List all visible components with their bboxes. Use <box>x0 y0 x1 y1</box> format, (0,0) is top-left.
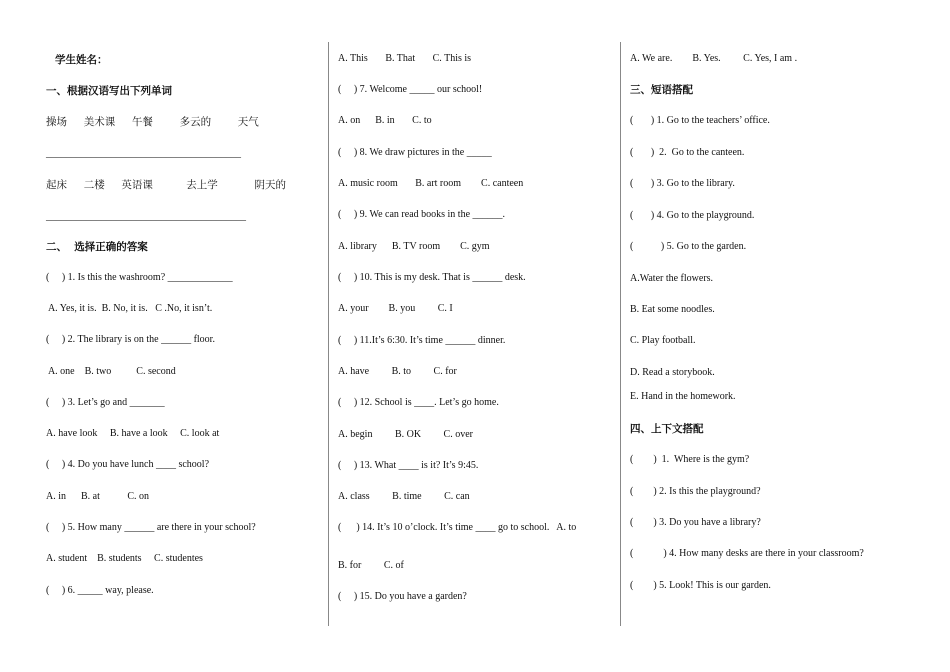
question-8-options: A. music room B. art room C. canteen <box>338 178 524 189</box>
section1-heading: 一、根据汉语写出下列单词 <box>46 85 172 97</box>
context-item: ( ) 1. Where is the gym? <box>630 454 750 465</box>
question-7-options: A. on B. in C. to <box>338 115 432 126</box>
section1-words-row2: 起床 二楼 英语课 去上学 阴天的 <box>46 179 286 191</box>
question-1-options: A. Yes, it is. B. No, it is. C .No, it isn’t. <box>46 303 213 314</box>
question-2: ( ) 2. The library is on the ______ floor. <box>46 334 215 345</box>
section2-heading: 二、 选择正确的答案 <box>46 241 148 253</box>
phrase-answer: C. Play football. <box>630 335 696 346</box>
section4-heading: 四、上下文搭配 <box>630 423 704 435</box>
right-column <box>623 0 950 672</box>
phrase-answer: E. Hand in the homework. <box>630 391 736 402</box>
question-9: ( ) 9. We can read books in the ______. <box>338 209 506 220</box>
question-5: ( ) 5. How many ______ are there in your school? <box>46 522 256 533</box>
phrase-answer: D. Read a storybook. <box>630 367 715 378</box>
question-5-options: A. student B. students C. studentes <box>46 553 203 564</box>
context-item: ( ) 3. Do you have a library? <box>630 517 761 528</box>
middle-column <box>331 0 619 672</box>
question-13: ( ) 13. What ____ is it? It’s 9:45. <box>338 460 479 471</box>
question-13-options: A. class B. time C. can <box>338 491 470 502</box>
question-4-options: A. in B. at C. on <box>46 491 150 502</box>
phrase-item: ( ) 4. Go to the playground. <box>630 210 755 221</box>
question-14: ( ) 14. It’s 10 o’clock. It’s time ____ go to school. A. to <box>338 522 577 533</box>
phrase-item: ( ) 3. Go to the library. <box>630 178 735 189</box>
phrase-item: ( ) 5. Go to the garden. <box>630 241 747 252</box>
question-8: ( ) 8. We draw pictures in the _____ <box>338 147 492 158</box>
section1-answer-blank1: _______________________________________ <box>46 148 241 159</box>
context-item: ( ) 4. How many desks are there in your classroom? <box>630 548 864 559</box>
question-12-options: A. begin B. OK C. over <box>338 429 473 440</box>
question-7: ( ) 7. Welcome _____ our school! <box>338 84 483 95</box>
question-3-options: A. have look B. have a look C. look at <box>46 428 220 439</box>
context-item: ( ) 5. Look! This is our garden. <box>630 580 771 591</box>
question-12: ( ) 12. School is ____. Let’s go home. <box>338 397 499 408</box>
column-divider-right <box>620 42 621 626</box>
question-3: ( ) 3. Let’s go and _______ <box>46 397 165 408</box>
phrase-item: ( ) 2. Go to the canteen. <box>630 147 745 158</box>
section3-heading: 三、短语搭配 <box>630 84 693 96</box>
question-10: ( ) 10. This is my desk. That is ______ desk. <box>338 272 526 283</box>
question-1: ( ) 1. Is this the washroom? _____________ <box>46 272 233 283</box>
left-column <box>0 0 328 672</box>
question-4: ( ) 4. Do you have lunch ____ school? <box>46 459 210 470</box>
question-15: ( ) 15. Do you have a garden? <box>338 591 467 602</box>
question-14-options: B. for C. of <box>338 560 404 571</box>
question-9-options: A. library B. TV room C. gym <box>338 241 490 252</box>
section1-words-row1: 操场 美术课 午餐 多云的 天气 <box>46 116 259 128</box>
section1-answer-blank2: ________________________________________ <box>46 211 246 222</box>
phrase-answer: A.Water the flowers. <box>630 273 714 284</box>
question-11: ( ) 11.It’s 6:30. It’s time ______ dinner. <box>338 335 506 346</box>
column-divider-left <box>328 42 329 626</box>
student-name-label: 学生姓名： <box>55 54 108 66</box>
phrase-item: ( ) 1. Go to the teachers’ office. <box>630 115 770 126</box>
context-item: ( ) 2. Is this the playground? <box>630 486 761 497</box>
question-2-options: A. one B. two C. second <box>46 366 176 377</box>
question-10-options: A. your B. you C. I <box>338 303 453 314</box>
question-6-options: A. This B. That C. This is <box>338 53 472 64</box>
phrase-answer: B. Eat some noodles. <box>630 304 715 315</box>
question-11-options: A. have B. to C. for <box>338 366 457 377</box>
question-15-options: A. We are. B. Yes. C. Yes, I am . <box>630 53 798 64</box>
question-6: ( ) 6. _____ way, please. <box>46 585 154 596</box>
